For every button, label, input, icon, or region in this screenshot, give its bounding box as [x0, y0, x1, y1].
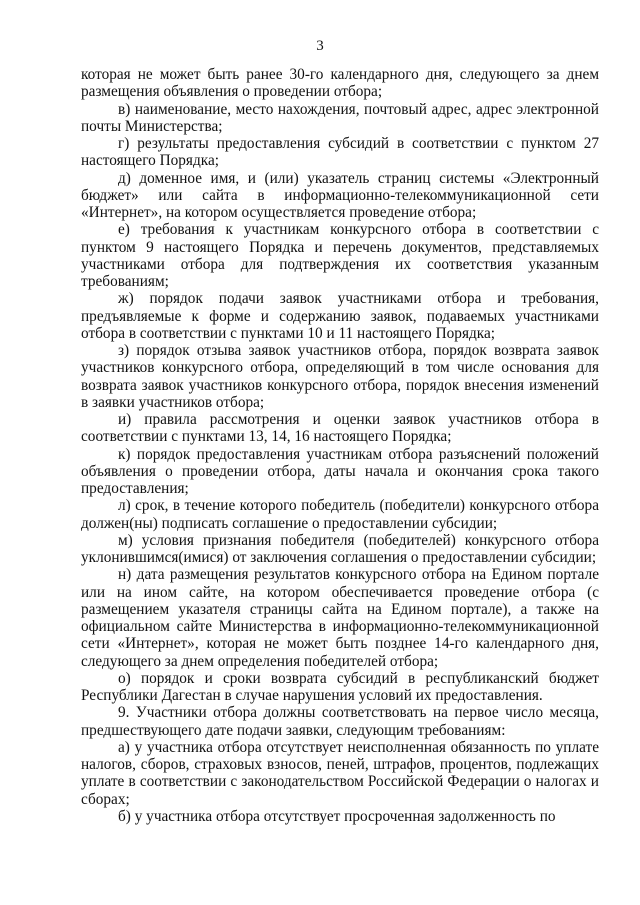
paragraph: з) порядок отзыва заявок участников отбора, порядок возврата заявок участников конкурсного отбора, определяющий в том числе основания для возврата заявок участников конкурсного отбора, порядок внесения изменений в заявки участников отбора;: [81, 342, 599, 411]
paragraph: ж) порядок подачи заявок участниками отбора и требования, предъявляемые к форме и содержанию заявок, подаваемых участниками отбора в соответствии с пунктами 10 и 11 настоящего Порядка;: [81, 290, 599, 342]
paragraph: и) правила рассмотрения и оценки заявок участников отбора в соответствии с пунктами 13, 14, 16 настоящего Порядка;: [81, 411, 599, 446]
paragraph: д) доменное имя, и (или) указатель страниц системы «Электронный бюджет» или сайта в информационно-телекоммуникационной сети «Интернет», на котором осуществляется проведение отбора;: [81, 169, 599, 221]
paragraph: которая не может быть ранее 30-го календарного дня, следующего за днем размещения объявления о проведении отбора;: [81, 66, 599, 101]
paragraph: к) порядок предоставления участникам отбора разъяснений положений объявления о проведении отбора, даты начала и окончания срока такого предоставления;: [81, 445, 599, 497]
paragraph: а) у участника отбора отсутствует неисполненная обязанность по уплате налогов, сборов, страховых взносов, пеней, штрафов, процентов, подлежащих уплате в соответствии с законодательством Российской Федерации о налогах и сборах;: [81, 738, 599, 808]
paragraph: о) порядок и сроки возврата субсидий в республиканский бюджет Республики Дагестан в случае нарушения условий их предоставления.: [81, 669, 599, 704]
document-body: [81, 66, 599, 825]
paragraph: н) дата размещения результатов конкурсного отбора на Едином портале или на ином сайте, на котором обеспечивается проведение отбора (с размещением указателя страницы сайта на Едином портале), а также на официальном сайте Министерства в информационно-телекоммуникационной сети «Интернет», которая не может быть позднее 14-го календарного дня, следующего за днем определения победителей отбора;: [81, 566, 599, 670]
paragraph: л) срок, в течение которого победитель (победители) конкурсного отбора должен(ны) подписать соглашение о предоставлении субсидии;: [81, 497, 599, 532]
paragraph: м) условия признания победителя (победителей) конкурсного отбора уклонившимся(имися) от заключения соглашения о предоставлении субсидии;: [81, 531, 599, 566]
paragraph: 9. Участники отбора должны соответствовать на первое число месяца, предшествующего дате подачи заявки, следующим требованиям:: [81, 704, 599, 739]
paragraph: е) требования к участникам конкурсного отбора в соответствии с пунктом 9 настоящего Порядка и перечень документов, представляемых участниками отбора для подтверждения их соответствия указанным требованиям;: [81, 221, 599, 290]
page-number: 3: [316, 38, 324, 54]
paragraph: в) наименование, место нахождения, почтовый адрес, адрес электронной почты Министерства;: [81, 100, 599, 135]
paragraph: г) результаты предоставления субсидий в соответствии с пунктом 27 настоящего Порядка;: [81, 135, 599, 170]
paragraph: б) у участника отбора отсутствует просроченная задолженность по: [118, 807, 556, 825]
